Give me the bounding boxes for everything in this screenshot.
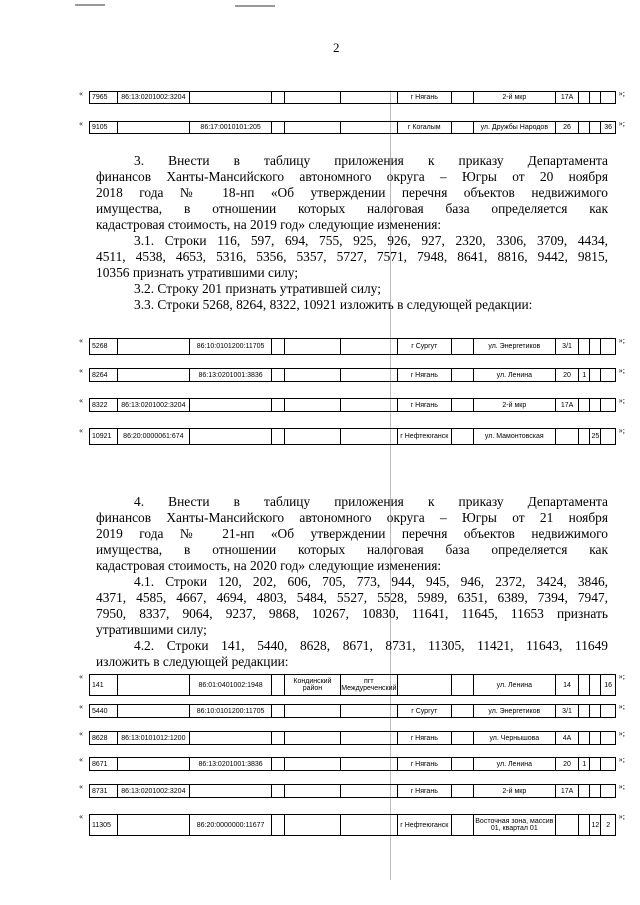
quote-close: »; — [618, 366, 625, 375]
quote-open: « — [79, 426, 83, 435]
table-cell — [341, 785, 397, 797]
table-cell — [601, 732, 616, 744]
table-row-cells — [89, 398, 616, 412]
table-row-cells — [89, 368, 616, 382]
table-cell — [285, 399, 341, 411]
table-cell — [118, 122, 191, 133]
table-row — [79, 396, 625, 412]
table-cell — [190, 732, 272, 744]
table-cell — [452, 122, 474, 133]
table-cell — [452, 339, 474, 354]
table-cell: 2-й мкр — [474, 785, 556, 797]
table-row — [79, 782, 625, 798]
table-cell — [601, 369, 616, 381]
table-cell: 86:13:0101012:1200 — [118, 732, 191, 744]
table-cell — [272, 429, 285, 444]
quote-close: »; — [618, 672, 625, 681]
table-row — [79, 755, 625, 771]
quote-close: »; — [618, 812, 625, 821]
table-cell: 2-й мкр — [474, 399, 556, 411]
table-cell — [398, 675, 453, 695]
table-cell — [118, 675, 191, 695]
text-line: кадастровая стоимость, на 2020 год» следующие изменения: — [96, 558, 442, 573]
table-cell: 86:13:0201001:3836 — [190, 369, 272, 381]
table-cell — [285, 92, 341, 103]
table-cell: 86:13:0201001:3836 — [190, 758, 272, 770]
table-cell — [285, 429, 341, 444]
table-row — [79, 729, 625, 745]
table-cell — [590, 705, 601, 717]
table-cell: 16 — [601, 675, 616, 695]
text-line: 3.2. Строку 201 признать утратившей силу; — [134, 281, 381, 296]
table-cell: 14 — [556, 675, 580, 695]
quote-open: « — [79, 782, 83, 791]
table-cell: 8731 — [90, 785, 118, 797]
table-row — [79, 366, 625, 382]
table-row — [79, 812, 625, 836]
table-cell — [590, 339, 601, 354]
table-cell: ул. Энергетиков — [474, 339, 556, 354]
table-cell: 86:13:0201002:3204 — [118, 92, 191, 103]
table-cell: г Сургут — [398, 705, 453, 717]
quote-open: « — [79, 396, 83, 405]
table-cell — [579, 429, 590, 444]
table-cell — [341, 815, 397, 835]
table-cell: г Нягань — [398, 758, 453, 770]
quote-open: « — [79, 336, 83, 345]
table-cell — [601, 785, 616, 797]
quote-open: « — [79, 812, 83, 821]
table-cell — [341, 429, 397, 444]
quote-open: « — [79, 729, 83, 738]
table-cell: 11305 — [90, 815, 118, 835]
table-cell — [601, 339, 616, 354]
text-line: 4.1. Строки 120, 202, 606, 705, 773, 944, 945, 946, 2372, 3424, 3846, — [134, 574, 608, 589]
table-row — [79, 426, 625, 445]
table-cell — [190, 429, 272, 444]
table-cell: ул. Ленина — [474, 369, 556, 381]
table-cell — [285, 785, 341, 797]
table-cell — [590, 732, 601, 744]
section-3-text — [96, 153, 608, 313]
table-cell: г Нефтеюганск — [398, 429, 453, 444]
text-line: изложить в следующей редакции: — [96, 654, 289, 669]
table-cell: ул. Ленина — [474, 758, 556, 770]
table-cell — [590, 785, 601, 797]
table-cell — [272, 92, 285, 103]
table-cell — [452, 429, 474, 444]
table-cell — [452, 732, 474, 744]
table-cell — [590, 675, 601, 695]
table-row-cells — [89, 674, 616, 696]
table-cell: 4А — [556, 732, 580, 744]
table-cell: 25 — [590, 429, 601, 444]
table-cell: 8671 — [90, 758, 118, 770]
table-row-cells — [89, 757, 616, 771]
table-cell — [285, 815, 341, 835]
text-line: 4. Внести в таблицу приложения к приказу Департамента — [134, 494, 608, 509]
table-row — [79, 336, 625, 355]
table-cell — [452, 705, 474, 717]
table-cell: 5440 — [90, 705, 118, 717]
table-cell — [579, 92, 590, 103]
table-cell — [556, 429, 580, 444]
table-cell — [118, 339, 191, 354]
table-cell — [341, 122, 397, 133]
table-cell: 20 — [556, 369, 580, 381]
table-cell — [272, 785, 285, 797]
table-cell — [590, 369, 601, 381]
text-line: 4.2. Строки 141, 5440, 8628, 8671, 8731, 11305, 11421, 11643, 11649 — [134, 638, 608, 653]
table-cell: 1 — [579, 758, 590, 770]
table-cell — [272, 758, 285, 770]
table-cell: 8264 — [90, 369, 118, 381]
table-cell: 1 — [579, 369, 590, 381]
table-cell: г Нягань — [398, 399, 453, 411]
table-cell — [341, 339, 397, 354]
table-cell: 36 — [601, 122, 616, 133]
table-cell — [341, 758, 397, 770]
table-cell — [190, 785, 272, 797]
table-cell: 86:10:0101200:11705 — [190, 339, 272, 354]
table-cell: г Когалым — [398, 122, 453, 133]
quote-close: »; — [618, 119, 625, 128]
table-cell — [556, 815, 580, 835]
table-cell: 5268 — [90, 339, 118, 354]
text-line: 4371, 4585, 4667, 4694, 4803, 5484, 5527, 5528, 5989, 6351, 6389, 7394, 7947, — [96, 590, 608, 605]
table-row-cells — [89, 91, 616, 104]
table-cell: 8628 — [90, 732, 118, 744]
table-cell: 86:01:0401002:1948 — [190, 675, 272, 695]
text-line: 2018 года № 18-нп «Об утверждении перечня объектов недвижимого — [96, 185, 608, 200]
table-cell — [272, 815, 285, 835]
table-cell: 141 — [90, 675, 118, 695]
table-cell: ул. Ленина — [474, 675, 556, 695]
table-cell: 8322 — [90, 399, 118, 411]
table-cell — [341, 732, 397, 744]
table-cell: 26 — [556, 122, 580, 133]
table-cell — [272, 732, 285, 744]
table-cell: 12 — [590, 815, 601, 835]
table-cell: Восточная зона, массив 01, квартал 01 — [474, 815, 556, 835]
text-line: утратившими силу; — [96, 622, 207, 637]
text-line: имущества, в отношении которых налоговая база определяется как — [96, 201, 608, 216]
quote-open: « — [79, 89, 83, 98]
table-cell: 2 — [601, 815, 616, 835]
scan-artifact — [75, 4, 105, 6]
table-cell: 86:17:0010101:205 — [190, 122, 272, 133]
text-line: 4511, 4538, 4653, 5316, 5356, 5357, 5727, 7571, 7948, 8641, 8816, 9442, 9815, — [96, 249, 608, 264]
quote-open: « — [79, 755, 83, 764]
quote-close: »; — [618, 755, 625, 764]
table-cell — [118, 815, 191, 835]
table-cell — [601, 705, 616, 717]
text-line: финансов Ханты-Мансийского автономного округа – Югры от 20 ноября — [96, 169, 608, 184]
table-cell — [452, 92, 474, 103]
table-cell: 86:10:0101200:11705 — [190, 705, 272, 717]
table-cell — [590, 758, 601, 770]
quote-close: »; — [618, 89, 625, 98]
text-line: 2019 года № 21-нп «Об утверждении перечня объектов недвижимого — [96, 526, 608, 541]
table-cell: 7965 — [90, 92, 118, 103]
table-cell: 10921 — [90, 429, 118, 444]
table-cell — [452, 785, 474, 797]
table-cell — [190, 92, 272, 103]
table-cell: 17А — [556, 399, 580, 411]
table-cell: ул. Мамонтовская — [474, 429, 556, 444]
text-line: 3.3. Строки 5268, 8264, 8322, 10921 изложить в следующей редакции: — [134, 297, 533, 312]
table-cell — [285, 758, 341, 770]
table-cell: 86:13:0201002:3204 — [118, 785, 191, 797]
table-cell — [579, 785, 590, 797]
table-cell: 2-й мкр — [474, 92, 556, 103]
table-cell: 86:20:0000000:11677 — [190, 815, 272, 835]
table-cell: пгт Междуреченский — [341, 675, 397, 695]
table-cell: 20 — [556, 758, 580, 770]
table-cell: 9105 — [90, 122, 118, 133]
table-cell: г Нефтеюганск — [398, 815, 453, 835]
table-cell: г Нягань — [398, 92, 453, 103]
quote-close: »; — [618, 396, 625, 405]
quote-close: »; — [618, 702, 625, 711]
table-row — [79, 119, 625, 134]
table-cell — [272, 675, 285, 695]
table-cell — [285, 339, 341, 354]
table-cell — [601, 429, 616, 444]
table-cell: 3/1 — [556, 705, 580, 717]
table-cell — [118, 758, 191, 770]
table-cell — [579, 815, 590, 835]
table-cell: 86:20:0000061:674 — [118, 429, 191, 444]
table-row — [79, 702, 625, 718]
table-cell — [579, 675, 590, 695]
table-cell: ул. Дружбы Народов — [474, 122, 556, 133]
text-line: финансов Ханты-Мансийского автономного округа – Югры от 21 ноября — [96, 510, 608, 525]
table-cell: 17А — [556, 92, 580, 103]
table-row-cells — [89, 704, 616, 718]
table-cell: Кондинский район — [285, 675, 341, 695]
table-cell: 3/1 — [556, 339, 580, 354]
page-number: 2 — [333, 40, 340, 55]
table-cell: г Нягань — [398, 369, 453, 381]
table-cell — [341, 92, 397, 103]
table-cell — [579, 339, 590, 354]
quote-open: « — [79, 119, 83, 128]
table-cell: ул. Чернышова — [474, 732, 556, 744]
text-line: 3. Внести в таблицу приложения к приказу Департамента — [134, 153, 608, 168]
text-line: 3.1. Строки 116, 597, 694, 755, 925, 926, 927, 2320, 3306, 3709, 4434, — [134, 233, 608, 248]
table-cell — [590, 399, 601, 411]
text-line: кадастровая стоимость, на 2019 год» следующие изменения: — [96, 217, 442, 232]
text-line: имущества, в отношении которых налоговая база определяется как — [96, 542, 608, 557]
table-cell — [579, 122, 590, 133]
table-cell — [272, 705, 285, 717]
table-cell — [272, 369, 285, 381]
quote-close: »; — [618, 729, 625, 738]
quote-open: « — [79, 702, 83, 711]
table-cell — [601, 758, 616, 770]
table-cell — [452, 758, 474, 770]
table-cell — [285, 122, 341, 133]
table-cell — [590, 122, 601, 133]
table-row-cells — [89, 784, 616, 798]
section-4-text — [96, 494, 608, 670]
table-cell: г Нягань — [398, 785, 453, 797]
table-cell: 86:13:0201002:3204 — [118, 399, 191, 411]
table-cell — [285, 732, 341, 744]
table-cell — [601, 399, 616, 411]
table-cell — [590, 92, 601, 103]
table-cell — [452, 399, 474, 411]
table-cell: г Сургут — [398, 339, 453, 354]
table-row-cells — [89, 338, 616, 355]
table-row-cells — [89, 428, 616, 445]
table-cell — [579, 399, 590, 411]
quote-open: « — [79, 366, 83, 375]
table-cell — [285, 705, 341, 717]
table-cell: 17А — [556, 785, 580, 797]
table-cell — [341, 369, 397, 381]
table-row — [79, 672, 625, 696]
quote-close: »; — [618, 336, 625, 345]
table-cell — [579, 732, 590, 744]
table-cell — [452, 675, 474, 695]
table-cell — [285, 369, 341, 381]
table-cell — [272, 399, 285, 411]
text-line: 10356 признать утратившими силу; — [96, 265, 299, 280]
table-cell: г Нягань — [398, 732, 453, 744]
text-line: 7950, 8337, 9064, 9237, 9868, 10267, 10830, 11641, 11645, 11653 признать — [96, 606, 608, 621]
table-row — [79, 89, 625, 104]
table-cell — [601, 92, 616, 103]
table-cell — [452, 815, 474, 835]
table-cell — [272, 339, 285, 354]
quote-close: »; — [618, 782, 625, 791]
scan-artifact — [235, 5, 275, 7]
table-cell — [452, 369, 474, 381]
table-cell — [272, 122, 285, 133]
table-cell — [579, 705, 590, 717]
table-row-cells — [89, 121, 616, 134]
quote-close: »; — [618, 426, 625, 435]
table-cell — [118, 705, 191, 717]
table-cell — [190, 399, 272, 411]
table-row-cells — [89, 814, 616, 836]
table-cell — [341, 399, 397, 411]
table-cell — [118, 369, 191, 381]
table-cell — [341, 705, 397, 717]
quote-open: « — [79, 672, 83, 681]
table-cell: ул. Энергетиков — [474, 705, 556, 717]
table-row-cells — [89, 731, 616, 745]
